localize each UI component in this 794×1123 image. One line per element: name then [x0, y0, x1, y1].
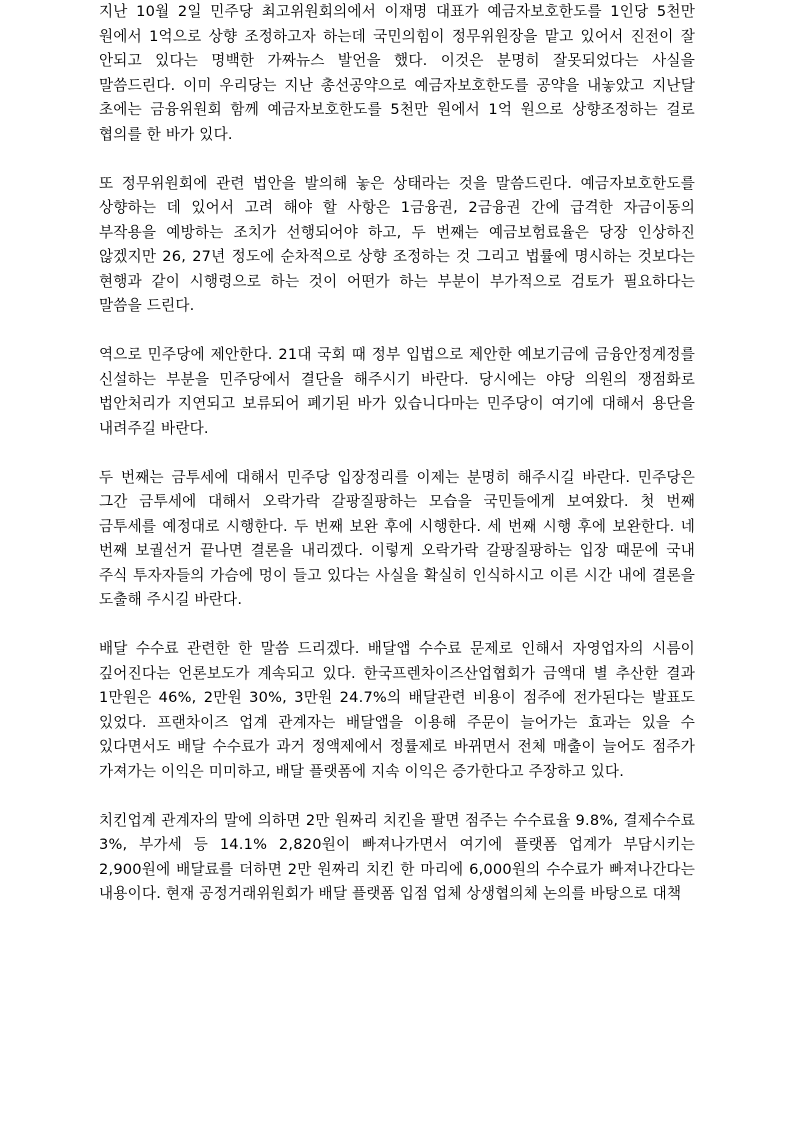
- paragraph-deposit-insurance-bill: 또 정무위원회에 관련 법안을 발의해 놓은 상태라는 것을 말씀드린다. 예금자보호한도를 상향하는 데 있어서 고려 해야 할 사항은 1금융권, 2금융권 간에 급격한 자금이동의 부작용을 예방하는 조치가 선행되어야 하고, 두 번째는 예금보험료율은 당장 인상하진 않겠지만 26, 27년 정도에 순차적으로 상향 조정하는 것 그리고 법률에 명시하는 것보다는 현행과 같이 시행령으로 하는 것이 어떤가 하는 부분이 부가적으로 검토가 필요하다는 말씀을 드린다.: [99, 174, 695, 314]
- paragraph-deposit-insurance-claim: 지난 10월 2일 민주당 최고위원회의에서 이재명 대표가 예금자보호한도를 1인당 5천만 원에서 1억으로 상향 조정하고자 하는데 국민의힘이 정무위원장을 맡고 있어서 진전이 잘 안되고 있다는 명백한 가짜뉴스 발언을 했다. 이것은 분명히 잘못되었다는 사실을 말씀드린다. 이미 우리당는 지난 총선공약으로 예금자보호한도를 공약을 내놓았고 지난달 초에는 금융위원회 함께 예금자보호한도를 5천만 원에서 1억 원으로 상향조정하는 걸로 협의를 한 바가 있다.: [99, 3, 695, 143]
- paragraph-financial-investment-tax: 두 번째는 금투세에 대해서 민주당 입장정리를 이제는 분명히 해주시길 바란다. 민주당은 그간 금투세에 대해서 오락가락 갈팡질팡하는 모습을 국민들에게 보여왔다. 첫 번째 금투세를 예정대로 시행한다. 두 번째 보완 후에 시행한다. 세 번째 시행 후에 보완한다. 네 번째 보궐선거 끝나면 결론을 내리겠다. 이렇게 오락가락 갈팡질팡하는 입장 때문에 국내 주식 투자자들의 가슴에 멍이 들고 있다는 사실을 확실히 인식하시고 이른 시간 내에 결론을 도출해 주시길 바란다.: [99, 468, 695, 608]
- paragraph-proposal-to-democratic-party: 역으로 민주당에 제안한다. 21대 국회 때 정부 입법으로 제안한 예보기금에 금융안정계정를 신설하는 부분을 민주당에서 결단을 해주시기 바란다. 당시에는 야당 의원의 쟁점화로 법안처리가 지연되고 보류되어 폐기된 바가 있습니다마는 민주당이 여기에 대해서 용단을 내려주길 바란다.: [99, 346, 695, 437]
- paragraph-chicken-industry: 치킨업계 관계자의 말에 의하면 2만 원짜리 치킨을 팔면 점주는 수수료율 9.8%, 결제수수료 3%, 부가세 등 14.1% 2,820원이 빠져나가면서 여기에 플랫폼 업계가 부담시키는 2,900원에 배달료를 더하면 2만 원짜리 치킨 한 마리에 6,000원의 수수료가 빠져나간다는 내용이다. 현재 공정거래위원회가 배달 플랫폼 입점 업체 상생협의체 논의를 바탕으로 대책: [99, 811, 695, 902]
- paragraph-delivery-fees: 배달 수수료 관련한 한 말씀 드리겠다. 배달앱 수수료 문제로 인해서 자영업자의 시름이 깊어진다는 언론보도가 계속되고 있다. 한국프렌차이즈산업협회가 금액대 별 추산한 결과 1만원은 46%, 2만원 30%, 3만원 24.7%의 배달관련 비용이 점주에 전가된다는 발표도 있었다. 프랜차이즈 업계 관계자는 배달앱을 이용해 주문이 늘어가는 효과는 있을 수 있다면서도 배달 수수료가 과거 정액제에서 정률제로 바뀌면서 전체 매출이 늘어도 점주가 가져가는 이익은 미미하고, 배달 플랫폼에 지속 이익은 증가한다고 주장하고 있다.: [99, 640, 695, 780]
- document-page: [99, 0, 695, 907]
